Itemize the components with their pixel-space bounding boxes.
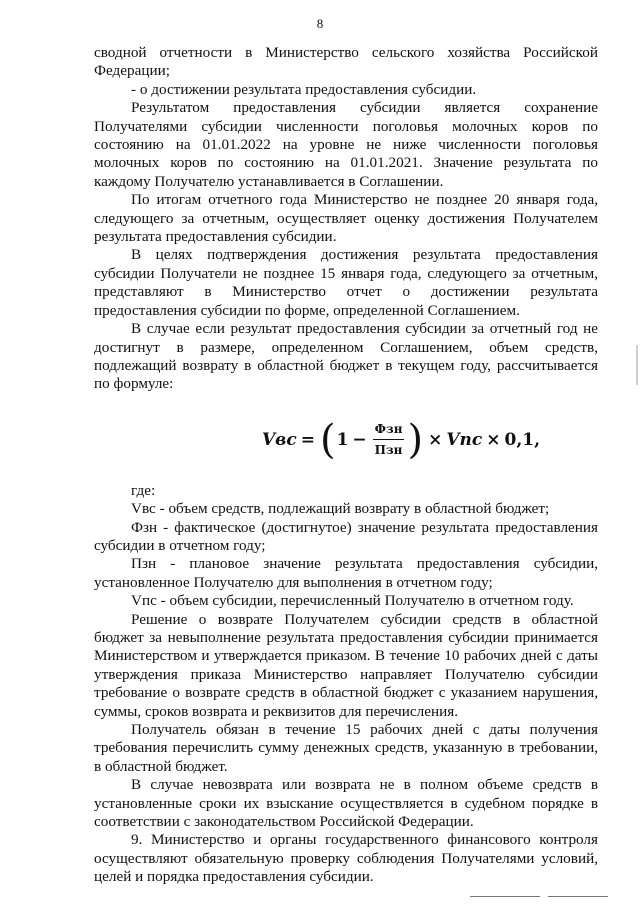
- formula-lhs: Vвс: [261, 429, 297, 450]
- document-body: [94, 44, 598, 887]
- paragraph: В случае если результат предоставления субсидии за отчетный год не достигнут в размере, определенном Соглашением, объем средств, подлежащий возврату в областной бюджет в текущем году, рассчитывается по формуле:: [94, 320, 598, 393]
- paragraph: В случае невозврата или возврата не в полном объеме средств в установленные сроки их взыскание осуществляется в судебном порядке в соответствии с законодательством Российской Федерации.: [94, 776, 598, 831]
- formula-equals: =: [300, 429, 315, 450]
- paragraphs-bottom: [94, 482, 598, 887]
- paragraph: где:: [131, 481, 156, 499]
- paragraph: Получатель обязан в течение 15 рабочих дней с даты получения требования перечислить сумму денежных средств, указанную в требовании, в областной бюджет.: [94, 721, 598, 775]
- paragraphs-top: [94, 44, 598, 394]
- paragraph: По итогам отчетного года Министерство не позднее 20 января года, следующего за отчетным, осуществляет оценку достижения Получателем результата предоставления субсидии.: [94, 191, 598, 246]
- scan-margin-mark: [636, 345, 638, 385]
- formula-vpc: Vпс: [446, 429, 483, 450]
- formula-times-2: ×: [486, 429, 501, 450]
- paragraph: Результатом предоставления субсидии является сохранение Получателями субсидии численности поголовья молочных коров по состоянию на 01.01.2022 на уровне не ниже численности поголовья молочных коров по состоянию на 01.01.2021. Значение результата по каждому Получателю устанавливается в Соглашении.: [94, 99, 598, 190]
- paragraph: Vпс - объем субсидии, перечисленный Получателю в отчетном году.: [131, 592, 574, 610]
- formula-open-paren: (: [319, 416, 336, 463]
- formula-coefficient: 0,1,: [504, 429, 540, 450]
- formula-denominator: Пзн: [374, 443, 403, 458]
- formula-close-paren: ): [407, 416, 424, 463]
- formula-fraction: [373, 420, 405, 460]
- paragraph: - о достижении результата предоставления субсидии.: [131, 80, 477, 98]
- paragraph: Vвс - объем средств, подлежащий возврату в областной бюджет;: [131, 500, 550, 518]
- paragraph: Решение о возврате Получателем субсидии средств в областной бюджет за невыполнение результата предоставления субсидии принимается Министерством и утверждается приказом. В течение 10 рабочих дней с даты утверждения приказа Министерство направляет Получателю субсидии требование о возврате средств в областной бюджет с указанием нарушения, суммы, сроков возврата и реквизитов для перечисления.: [94, 610, 598, 720]
- formula-numerator: Фзн: [373, 420, 405, 440]
- paragraph: 9. Министерство и органы государственного финансового контроля осуществляют обязательную проверку соблюдения Получателями условий, целей и порядка предоставления субсидии.: [94, 831, 598, 886]
- formula-times-1: ×: [428, 429, 443, 450]
- formula-minus: −: [352, 429, 367, 450]
- paragraph: Фзн - фактическое (достигнутое) значение результата предоставления субсидии в отчетном году;: [94, 518, 598, 554]
- footer-rule-left: [470, 896, 540, 897]
- page-number: 8: [316, 16, 324, 31]
- formula-one: 1: [336, 429, 349, 450]
- return-formula: [94, 416, 598, 463]
- footer-rule-right: [548, 896, 608, 897]
- paragraph: сводной отчетности в Министерство сельского хозяйства Российской Федерации;: [94, 44, 598, 80]
- paragraph: Пзн - плановое значение результата предоставления субсидии, установленное Получателю для выполнения в отчетном году;: [94, 555, 598, 591]
- paragraph: В целях подтверждения достижения результата предоставления субсидии Получатели не позднее 15 января года, следующего за отчетным, представляют в Министерство отчет о достижении результата предоставления субсидии по форме, определенной Соглашением.: [94, 246, 598, 319]
